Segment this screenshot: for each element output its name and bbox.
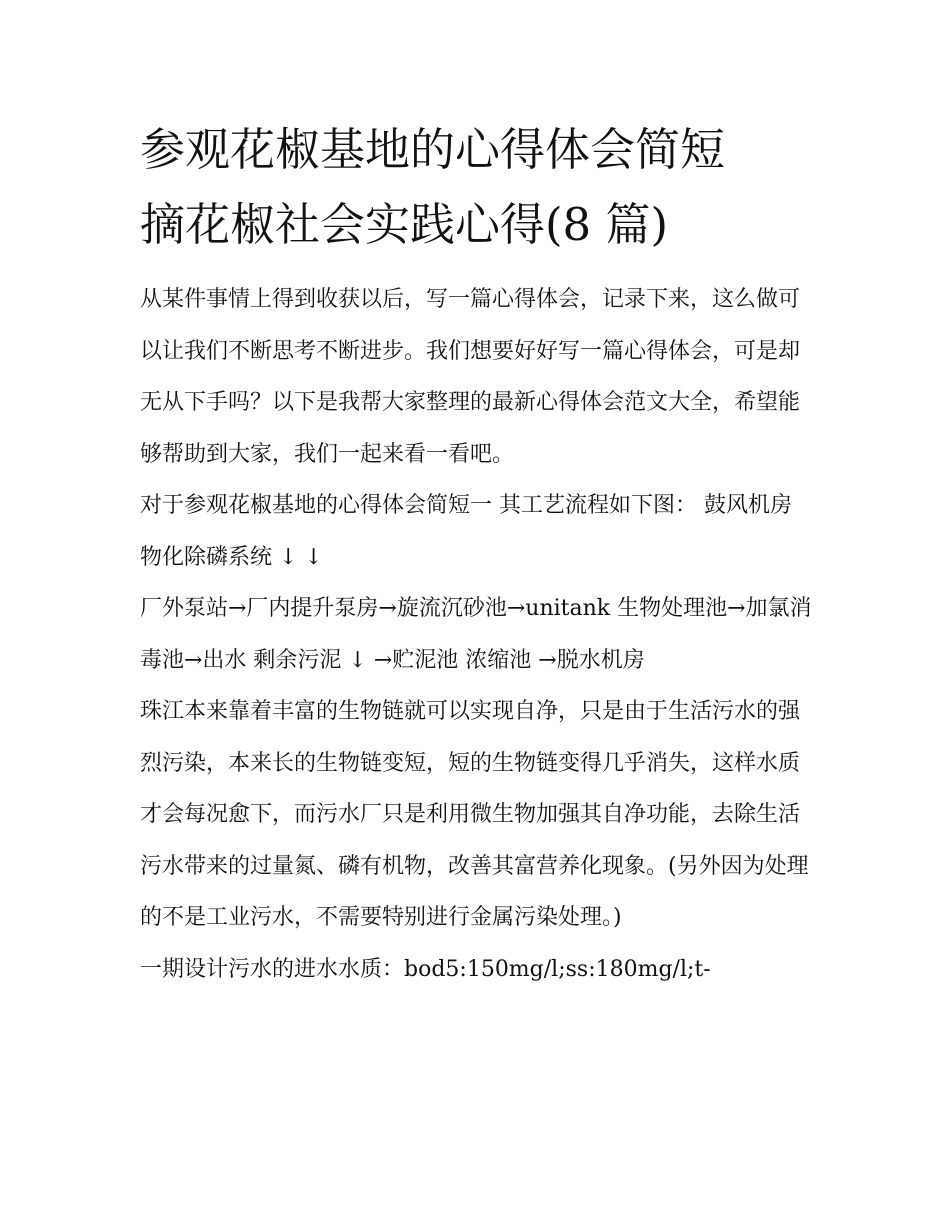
paragraph-intro: 从某件事情上得到收获以后，写一篇心得体会，记录下来，这么做可以让我们不断思考不断进步。我们想要好好写一篇心得体会，可是却无从下手吗？以下是我帮大家整理的最新心得体会范文大全，希望能够帮助到大家，我们一起来看一看吧。 — [140, 287, 801, 467]
paragraph-pearl-river: 珠江本来靠着丰富的生物链就可以实现自净，只是由于生活污水的强烈污染，本来长的生物链变短，短的生物链变得几乎消失，这样水质才会每况愈下，而污水厂只是利用微生物加强其自净功能，去除生活污水带来的过量氮、磷有机物，改善其富营养化现象。(另外因为处理的不是工业污水，不需要特别进行金属污染处理。) — [140, 699, 809, 930]
paragraph-water-quality: 一期设计污水的进水水质：bod5:150mg/l;ss:180mg/l;t- — [140, 956, 711, 982]
paragraph-process-flow: 厂外泵站→厂内提升泵房→旋流沉砂池→unitank 生物处理池→加氯消毒池→出水 剩余污泥 ↓ →贮泥池 浓缩池 →脱水机房 — [140, 596, 812, 673]
document-body — [140, 274, 820, 995]
title-line-1: 参观花椒基地的心得体会简短 — [140, 123, 726, 176]
title-line-2: 摘花椒社会实践心得(8 篇) — [140, 198, 669, 251]
page-title — [140, 112, 830, 262]
paragraph-process-heading: 对于参观花椒基地的心得体会简短一 其工艺流程如下图： 鼓风机房 物化除磷系统 ↓ ↓ — [140, 493, 792, 570]
